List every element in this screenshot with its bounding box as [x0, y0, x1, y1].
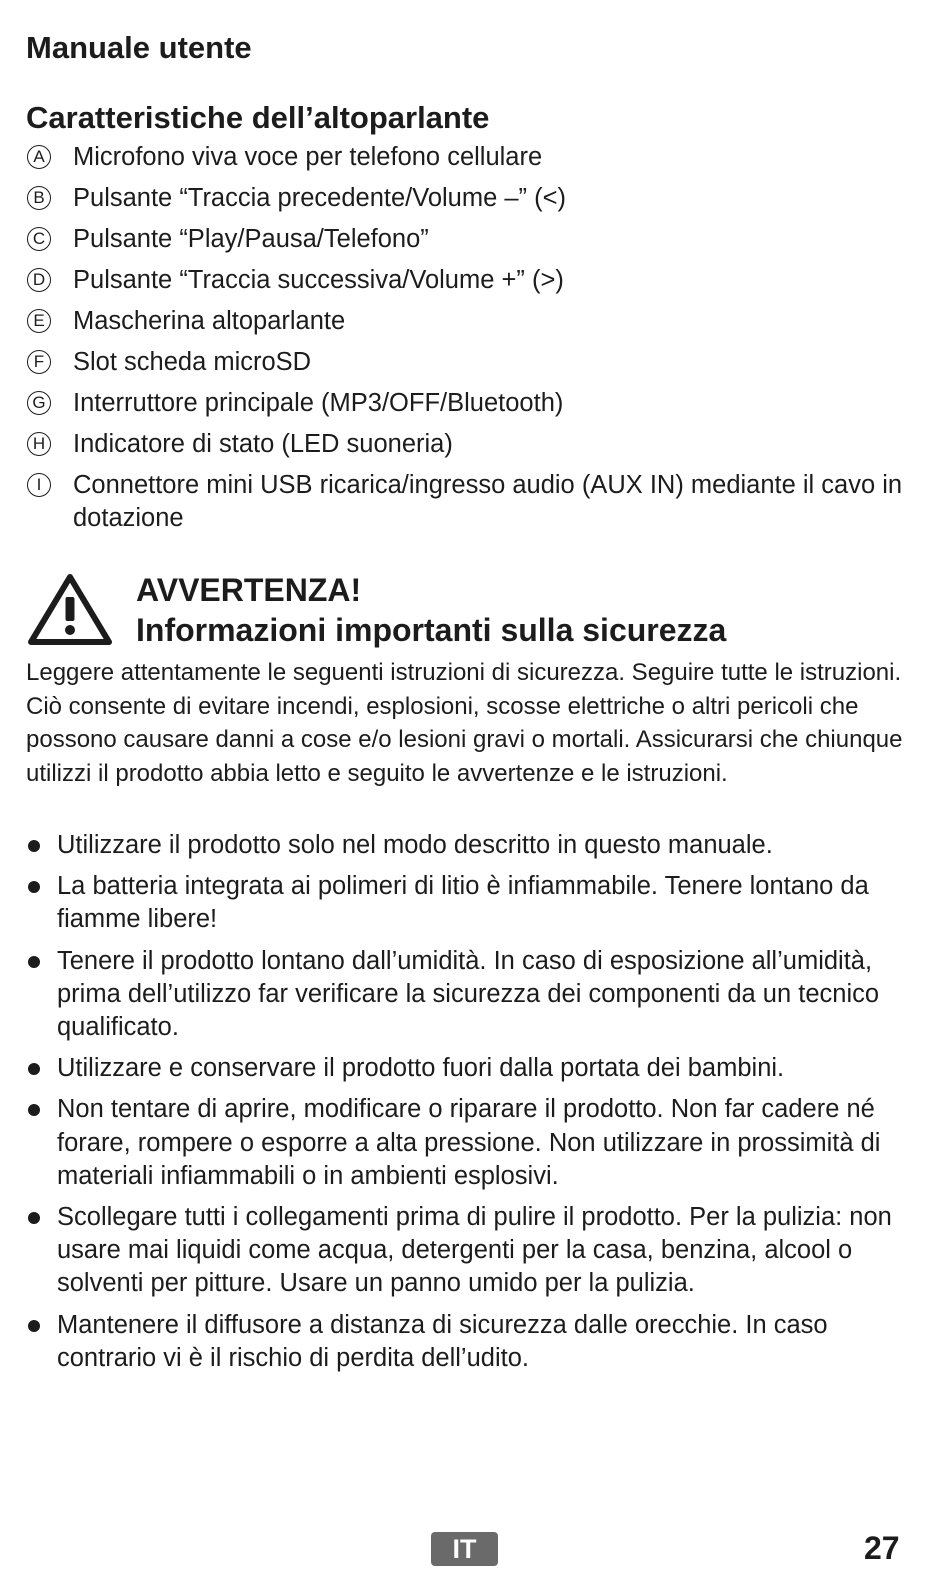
feature-item [26, 223, 906, 256]
circled-letter: E [27, 309, 51, 333]
safety-text: Non tentare di aprire, modificare o riparare il prodotto. Non far cadere né forare, rompere o esporre a alta pressione. Non utilizzare in prossimità di materiali infiammabili o in ambienti esplosivi. [57, 1095, 881, 1190]
document-title: Manuale utente [26, 30, 252, 65]
warning-heading: AVVERTENZA! [136, 572, 362, 608]
bullet-icon [28, 1212, 40, 1224]
circled-letter: H [27, 432, 51, 456]
bullet-icon [28, 956, 40, 968]
safety-item [26, 1309, 906, 1375]
circled-letter: C [27, 227, 51, 251]
feature-item [26, 387, 906, 420]
bullet-icon [28, 840, 40, 852]
safety-text: Tenere il prodotto lontano dall’umidità. In caso di esposizione all’umidità, prima dell’utilizzo far verificare la sicurezza dei componenti da un tecnico qualificato. [57, 946, 880, 1042]
safety-text: La batteria integrata ai polimeri di litio è infiammabile. Tenere lontano da fiamme libere! [57, 872, 869, 934]
feature-text: Microfono viva voce per telefono cellulare [73, 143, 543, 171]
circled-letter: G [27, 391, 51, 415]
warning-triangle-icon [28, 573, 112, 645]
warning-subheading: Informazioni importanti sulla sicurezza [136, 612, 727, 648]
language-badge: IT [431, 1532, 498, 1566]
feature-item [26, 428, 906, 461]
feature-text: Connettore mini USB ricarica/ingresso audio (AUX IN) mediante il cavo in dotazione [73, 471, 903, 532]
safety-item [26, 945, 906, 1045]
page-number: 27 [864, 1530, 900, 1566]
circled-letter: A [27, 145, 51, 169]
safety-item [26, 870, 906, 936]
feature-text: Pulsante “Traccia successiva/Volume +” (>) [73, 266, 564, 294]
feature-text: Mascherina altoparlante [73, 307, 346, 335]
feature-item [26, 141, 906, 174]
bullet-icon [28, 881, 40, 893]
safety-item [26, 829, 906, 862]
safety-item [26, 1093, 906, 1193]
circled-letter: D [27, 268, 51, 292]
feature-text: Pulsante “Traccia precedente/Volume –” (<) [73, 184, 567, 212]
bullet-icon [28, 1063, 40, 1075]
safety-text: Utilizzare il prodotto solo nel modo descritto in questo manuale. [57, 831, 773, 859]
safety-item [26, 1201, 906, 1301]
feature-list [26, 141, 906, 543]
safety-text: Mantenere il diffusore a distanza di sicurezza dalle orecchie. In caso contrario vi è il rischio di perdita dell’udito. [57, 1310, 828, 1372]
feature-item [26, 469, 906, 535]
section-title: Caratteristiche dell’altoparlante [26, 100, 490, 135]
bullet-icon [28, 1104, 40, 1116]
feature-item [26, 305, 906, 338]
circled-letter: F [27, 350, 51, 374]
feature-text: Indicatore di stato (LED suoneria) [73, 430, 453, 458]
circled-letter: B [27, 186, 51, 210]
feature-text: Pulsante “Play/Pausa/Telefono” [73, 225, 429, 253]
feature-item [26, 346, 906, 379]
safety-text: Scollegare tutti i collegamenti prima di pulire il prodotto. Per la pulizia: non usare mai liquidi come acqua, detergenti per la casa, benzina, alcool o solventi per pitture. Usare un panno umido per la pulizia. [57, 1203, 892, 1298]
feature-text: Slot scheda microSD [73, 348, 312, 376]
bullet-icon [28, 1320, 40, 1332]
safety-list [26, 829, 906, 1383]
safety-item [26, 1052, 906, 1085]
feature-text: Interruttore principale (MP3/OFF/Bluetooth) [73, 389, 564, 417]
safety-text: Utilizzare e conservare il prodotto fuori dalla portata dei bambini. [57, 1054, 785, 1083]
feature-item [26, 264, 906, 297]
circled-letter: I [27, 473, 51, 497]
safety-intro: Leggere attentamente le seguenti istruzioni di sicurezza. Seguire tutte le istruzioni. Ciò consente di evitare incendi, esplosioni, scosse elettriche o altri pericoli che possono causare danni a cose e/o lesioni gravi o mortali. Assicurarsi che chiunque utilizzi il prodotto abbia letto e seguito le avvertenze e le istruzioni. [26, 659, 903, 787]
feature-item [26, 182, 906, 215]
